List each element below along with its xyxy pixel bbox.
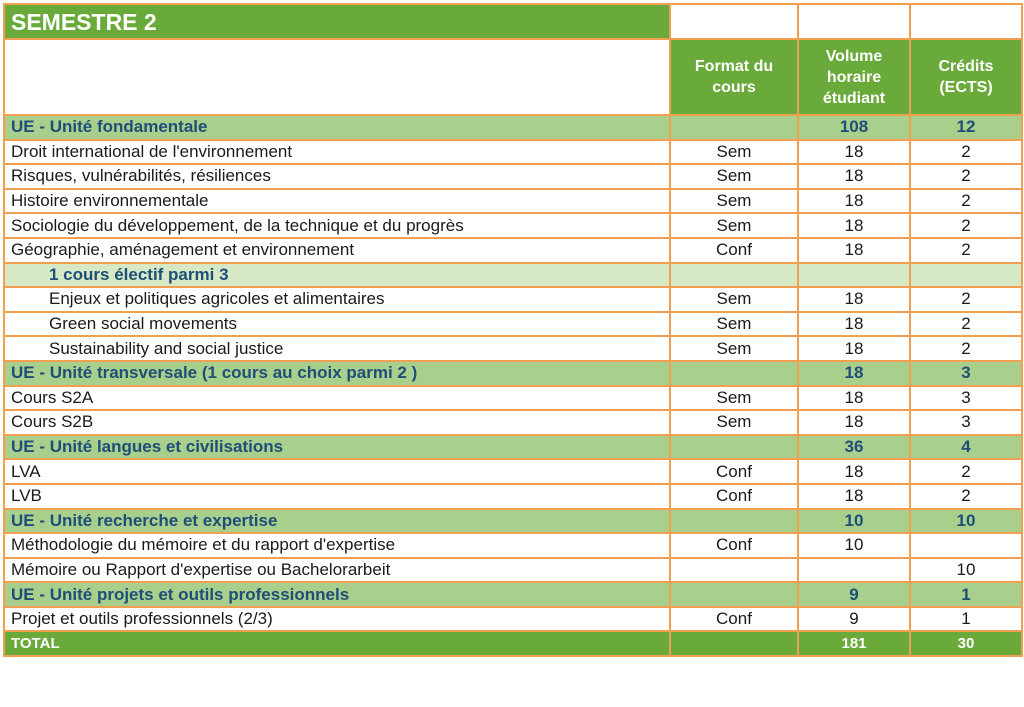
course-credits: 2 — [910, 164, 1022, 189]
course-credits: 2 — [910, 484, 1022, 509]
elective-group-row — [4, 263, 1022, 288]
course-row — [4, 189, 1022, 214]
course-credits: 2 — [910, 238, 1022, 263]
course-format — [670, 435, 798, 460]
total-format — [670, 631, 798, 656]
course-label: Enjeux et politiques agricoles et alimentaires — [4, 287, 670, 312]
course-row — [4, 410, 1022, 435]
course-volume: 10 — [798, 533, 910, 558]
course-volume: 18 — [798, 213, 910, 238]
course-row — [4, 607, 1022, 632]
course-credits — [910, 263, 1022, 288]
course-format: Conf — [670, 533, 798, 558]
course-label: Mémoire ou Rapport d'expertise ou Bachelorarbeit — [4, 558, 670, 583]
course-format — [670, 558, 798, 583]
course-credits: 2 — [910, 140, 1022, 165]
course-label: UE - Unité fondamentale — [4, 115, 670, 140]
course-volume: 18 — [798, 287, 910, 312]
course-format: Sem — [670, 312, 798, 337]
semester-title: SEMESTRE 2 — [4, 4, 670, 39]
course-format: Sem — [670, 189, 798, 214]
ue-section-row — [4, 582, 1022, 607]
header-row — [4, 39, 1022, 115]
header-volume: Volume horaire étudiant — [798, 39, 910, 115]
header-format: Format du cours — [670, 39, 798, 115]
course-format: Conf — [670, 484, 798, 509]
header-credits: Crédits (ECTS) — [910, 39, 1022, 115]
course-label: Sustainability and social justice — [4, 336, 670, 361]
course-row — [4, 459, 1022, 484]
course-format — [670, 115, 798, 140]
ue-section-row — [4, 509, 1022, 534]
course-credits: 3 — [910, 386, 1022, 411]
course-row — [4, 238, 1022, 263]
course-volume: 9 — [798, 582, 910, 607]
course-volume: 18 — [798, 189, 910, 214]
course-format: Conf — [670, 607, 798, 632]
course-row — [4, 140, 1022, 165]
course-credits: 12 — [910, 115, 1022, 140]
course-volume: 18 — [798, 140, 910, 165]
course-volume: 108 — [798, 115, 910, 140]
course-credits: 3 — [910, 361, 1022, 386]
elective-course-row — [4, 287, 1022, 312]
course-credits: 2 — [910, 459, 1022, 484]
course-volume: 18 — [798, 312, 910, 337]
course-row — [4, 386, 1022, 411]
course-label: Géographie, aménagement et environnement — [4, 238, 670, 263]
total-label: TOTAL — [4, 631, 670, 656]
course-credits: 2 — [910, 213, 1022, 238]
semester-table — [3, 3, 1023, 657]
course-label: LVB — [4, 484, 670, 509]
course-label: LVA — [4, 459, 670, 484]
course-label: UE - Unité langues et civilisations — [4, 435, 670, 460]
title-row — [4, 4, 1022, 39]
course-label: UE - Unité recherche et expertise — [4, 509, 670, 534]
header-blank-cell — [4, 39, 670, 115]
course-credits: 3 — [910, 410, 1022, 435]
course-volume: 18 — [798, 361, 910, 386]
course-volume: 18 — [798, 386, 910, 411]
course-format — [670, 361, 798, 386]
ue-section-row — [4, 435, 1022, 460]
course-credits: 2 — [910, 336, 1022, 361]
course-label: Risques, vulnérabilités, résiliences — [4, 164, 670, 189]
course-volume: 18 — [798, 459, 910, 484]
course-format — [670, 263, 798, 288]
course-label: Projet et outils professionnels (2/3) — [4, 607, 670, 632]
course-format: Sem — [670, 164, 798, 189]
course-credits: 2 — [910, 189, 1022, 214]
total-credits: 30 — [910, 631, 1022, 656]
course-credits: 2 — [910, 312, 1022, 337]
course-volume: 18 — [798, 238, 910, 263]
course-volume: 10 — [798, 509, 910, 534]
course-format: Sem — [670, 386, 798, 411]
course-row — [4, 533, 1022, 558]
course-format: Sem — [670, 287, 798, 312]
course-format: Conf — [670, 238, 798, 263]
course-format — [670, 509, 798, 534]
course-label: Green social movements — [4, 312, 670, 337]
title-blank-cell — [798, 4, 910, 39]
total-volume: 181 — [798, 631, 910, 656]
course-credits: 10 — [910, 558, 1022, 583]
course-label: Sociologie du développement, de la technique et du progrès — [4, 213, 670, 238]
course-credits: 4 — [910, 435, 1022, 460]
course-volume — [798, 558, 910, 583]
course-volume: 18 — [798, 484, 910, 509]
course-format: Sem — [670, 140, 798, 165]
course-format: Sem — [670, 336, 798, 361]
ue-section-row — [4, 361, 1022, 386]
course-volume: 36 — [798, 435, 910, 460]
course-format: Conf — [670, 459, 798, 484]
course-volume — [798, 263, 910, 288]
ue-section-row — [4, 115, 1022, 140]
course-row — [4, 484, 1022, 509]
course-credits: 2 — [910, 287, 1022, 312]
course-label: 1 cours électif parmi 3 — [4, 263, 670, 288]
course-row — [4, 213, 1022, 238]
course-volume: 9 — [798, 607, 910, 632]
course-label: Cours S2B — [4, 410, 670, 435]
course-label: UE - Unité projets et outils professionnels — [4, 582, 670, 607]
elective-course-row — [4, 336, 1022, 361]
course-format — [670, 582, 798, 607]
course-format: Sem — [670, 410, 798, 435]
course-row — [4, 164, 1022, 189]
course-volume: 18 — [798, 336, 910, 361]
course-credits: 1 — [910, 582, 1022, 607]
course-credits: 10 — [910, 509, 1022, 534]
course-row — [4, 558, 1022, 583]
course-label: Cours S2A — [4, 386, 670, 411]
course-credits: 1 — [910, 607, 1022, 632]
course-label: UE - Unité transversale (1 cours au choix parmi 2 ) — [4, 361, 670, 386]
elective-course-row — [4, 312, 1022, 337]
course-label: Méthodologie du mémoire et du rapport d'expertise — [4, 533, 670, 558]
course-format: Sem — [670, 213, 798, 238]
course-label: Droit international de l'environnement — [4, 140, 670, 165]
course-volume: 18 — [798, 164, 910, 189]
title-blank-cell — [910, 4, 1022, 39]
course-credits — [910, 533, 1022, 558]
total-row — [4, 631, 1022, 656]
course-volume: 18 — [798, 410, 910, 435]
title-blank-cell — [670, 4, 798, 39]
course-label: Histoire environnementale — [4, 189, 670, 214]
